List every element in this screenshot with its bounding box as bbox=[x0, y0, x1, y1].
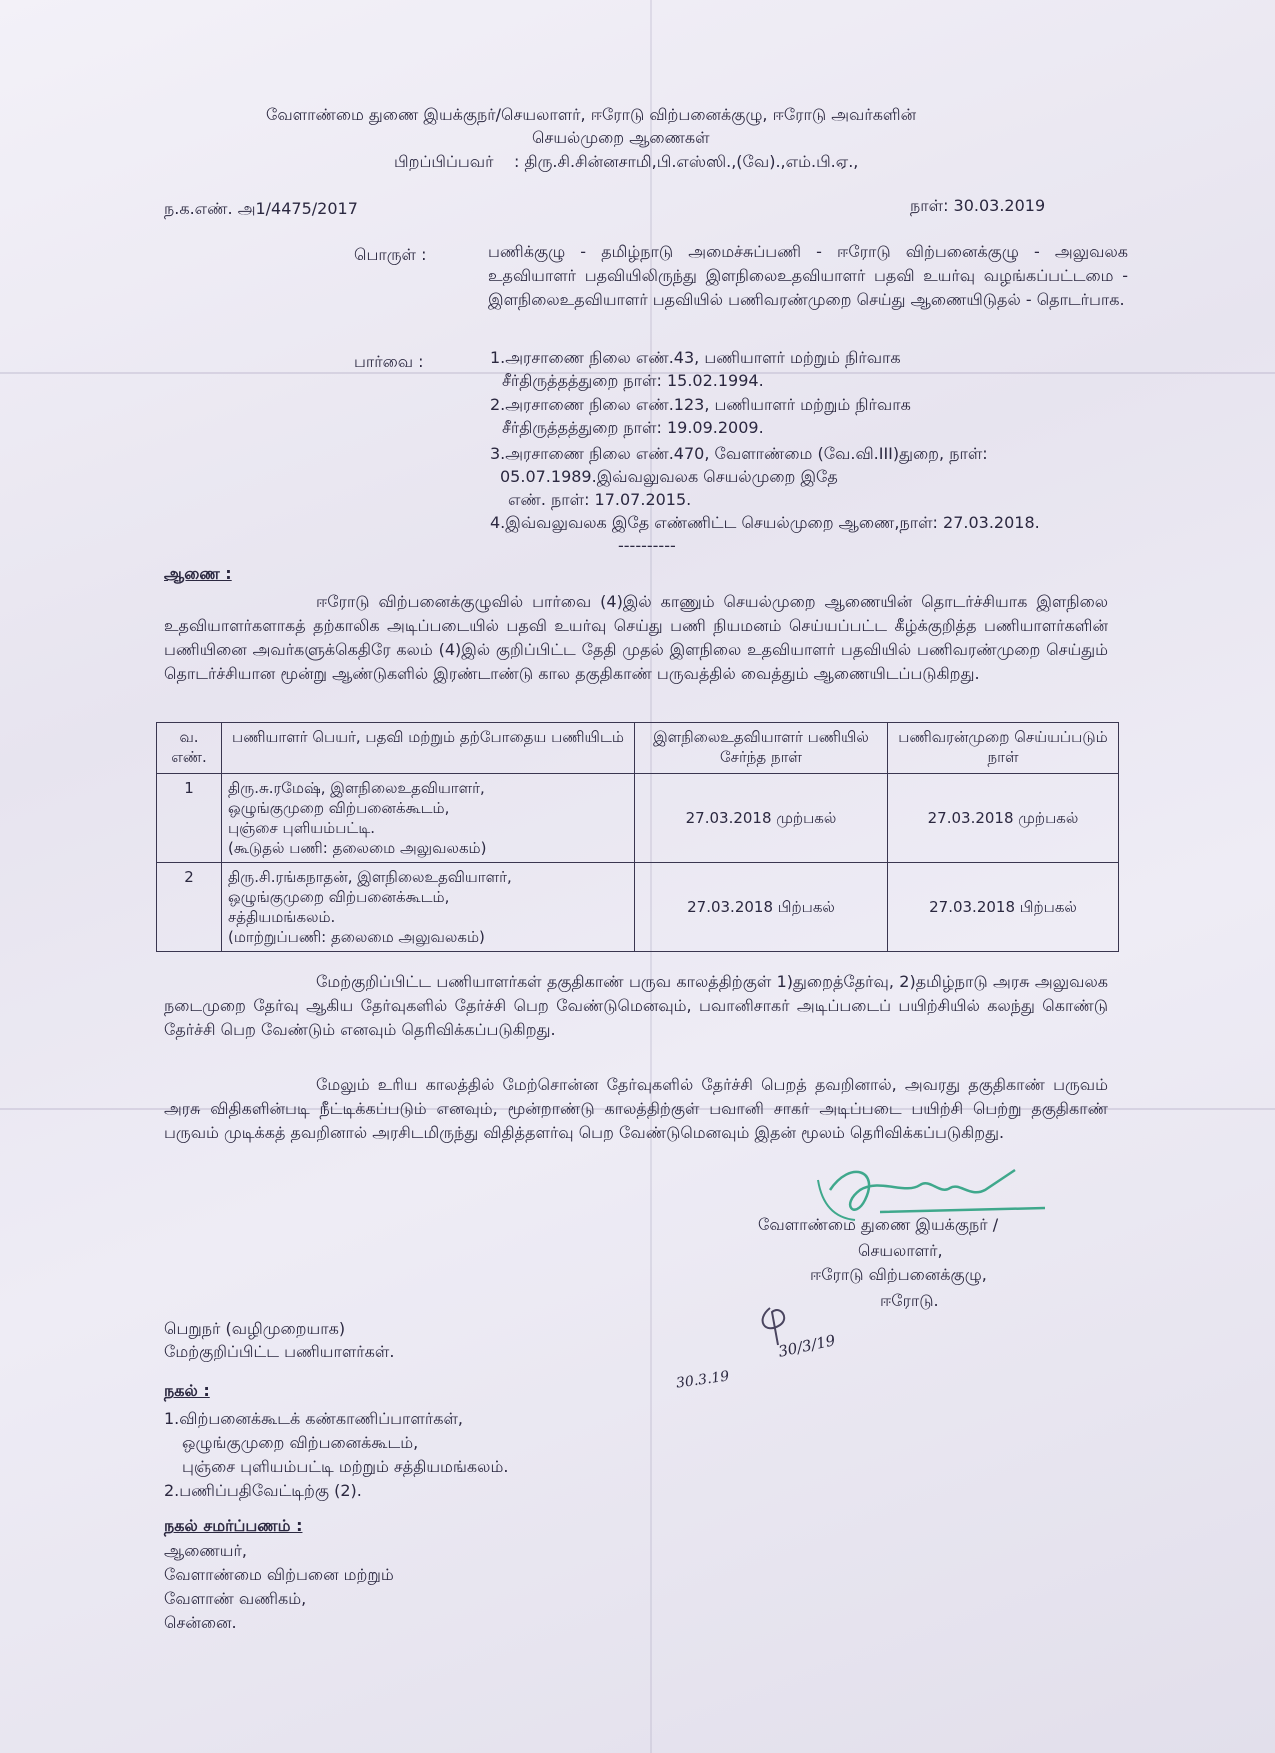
table-row bbox=[157, 774, 1119, 863]
detail-line: திரு.சு.ரமேஷ், இளநிலைஉதவியாளர், bbox=[228, 779, 485, 797]
order-date: நாள்: 30.03.2019 bbox=[910, 196, 1046, 215]
signatory-line: செயலாளர், bbox=[858, 1241, 943, 1260]
row-regularised-date: 27.03.2018 முற்பகல் bbox=[888, 774, 1119, 863]
detail-line: (கூடுதல் பணி: தலைமை அலுவலகம்) bbox=[228, 839, 487, 857]
scribble-date: 30.3.19 bbox=[675, 1368, 731, 1392]
initial-date: 30/3/19 bbox=[776, 1331, 837, 1361]
copy-heading: நகல் : bbox=[164, 1381, 210, 1400]
reference-number: ந.க.எண். அ1/4475/2017 bbox=[164, 199, 358, 218]
table-header-no: வ. எண். bbox=[157, 723, 222, 774]
detail-line: ஒழுங்குமுறை விற்பனைக்கூடம், bbox=[228, 799, 450, 817]
issuer-label: பிறப்பிப்பவர் bbox=[394, 152, 494, 171]
reference-item: 4.இவ்வலுவலக இதே எண்ணிட்ட செயல்முறை ஆணை,நாள்: 27.03.2018. bbox=[490, 513, 1040, 532]
table-row bbox=[157, 863, 1119, 952]
reference-item: சீர்திருத்தத்துறை நாள்: 19.09.2009. bbox=[502, 418, 764, 437]
signatory-line: ஈரோடு விற்பனைக்குழு, bbox=[810, 1265, 987, 1284]
table-header-regularised: பணிவரன்முறை செய்யப்படும் நாள் bbox=[888, 723, 1119, 774]
row-number: 1 bbox=[157, 774, 222, 863]
table-header-name: பணியாளர் பெயர், பதவி மற்றும் தற்போதைய பணியிடம் bbox=[222, 723, 635, 774]
subject-text: பணிக்குழு - தமிழ்நாடு அமைச்சுப்பணி - ஈரோடு விற்பனைக்குழு - அலுவலக உதவியாளர் பதவியிலிருந்து இளநிலைஉதவியாளர் பதவி உயர்வு வழங்கப்பட்டமை - இளநிலைஉதவியாளர் பதவியில் பணிவரண்முறை செய்து ஆணையிடுதல் - தொடர்பாக. bbox=[488, 242, 1128, 309]
recipient-name: மேற்குறிப்பிட்ட பணியாளர்கள். bbox=[164, 1342, 395, 1361]
copy-line: 1.விற்பனைக்கூடக் கண்காணிப்பாளர்கள், bbox=[164, 1409, 463, 1428]
detail-line: சத்தியமங்கலம். bbox=[228, 908, 336, 926]
copy-line: 2.பணிப்பதிவேட்டிற்கு (2). bbox=[164, 1481, 362, 1500]
row-details bbox=[222, 863, 635, 952]
detail-line: (மாற்றுப்பணி: தலைமை அலுவலகம்) bbox=[228, 928, 485, 946]
header-line1: வேளாண்மை துணை இயக்குநர்/செயலாளர், ஈரோடு விற்பனைக்குழு, ஈரோடு அவர்களின் bbox=[266, 105, 917, 124]
row-joined-date: 27.03.2018 பிற்பகல் bbox=[635, 863, 888, 952]
detail-line: திரு.சி.ரங்கநாதன், இளநிலைஉதவியாளர், bbox=[228, 868, 512, 886]
copy-submitted-line: சென்னை. bbox=[164, 1613, 237, 1632]
reference-item: 2.அரசாணை நிலை எண்.123, பணியாளர் மற்றும் நிர்வாக bbox=[490, 395, 911, 414]
copy-submitted-line: ஆணையர், bbox=[164, 1541, 247, 1560]
exam-paragraph: மேற்குறிப்பிட்ட பணியாளர்கள் தகுதிகாண் பருவ காலத்திற்குள் 1)துறைத்தேர்வு, 2)தமிழ்நாடு அரசு அலுவலக நடைமுறை தேர்வு ஆகிய தேர்வுகளில் தேர்ச்சி பெற வேண்டுமெனவும், பவானிசாகர் அடிப்படைப் பயிற்சியில் கலந்து கொண்டு தேர்ச்சி பெற வேண்டும் எனவும் தெரிவிக்கப்படுகிறது. bbox=[164, 972, 1108, 1039]
staff-table bbox=[156, 722, 1119, 952]
subject-label: பொருள் : bbox=[354, 245, 427, 264]
references-label: பார்வை : bbox=[354, 352, 424, 371]
probation-paragraph: மேலும் உரிய காலத்தில் மேற்சொன்ன தேர்வுகளில் தேர்ச்சி பெறத் தவறினால், அவரது தகுதிகாண் பருவம் அரசு விதிகளின்படி நீட்டிக்கப்படும் எனவும், மூன்றாண்டு காலத்திற்குள் பவானி சாகர் அடிப்படை பயிற்சி பெற்று தகுதிகாண் பருவம் முடிக்கத் தவறினால் அரசிடமிருந்து விதித்தளர்வு பெற வேண்டுமெனவும் இதன் மூலம் தெரிவிக்கப்படுகிறது. bbox=[164, 1075, 1108, 1142]
copy-line: புஞ்சை புளியம்பட்டி மற்றும் சத்தியமங்கலம். bbox=[182, 1457, 509, 1476]
signatory-line: ஈரோடு. bbox=[880, 1291, 939, 1310]
table-header-joined: இளநிலைஉதவியாளர் பணியில் சேர்ந்த நாள் bbox=[635, 723, 888, 774]
copy-submitted-line: வேளாண் வணிகம், bbox=[164, 1589, 307, 1608]
references-divider: ---------- bbox=[618, 536, 676, 555]
recipient-label: பெறுநர் (வழிமுறையாக) bbox=[164, 1319, 346, 1338]
order-paragraph: ஈரோடு விற்பனைக்குழுவில் பார்வை (4)இல் காணும் செயல்முறை ஆணையின் தொடர்ச்சியாக இளநிலை உதவியாளர்களாகத் தற்காலிக அடிப்படையில் பதவி உயர்வு செய்து பணி நியமனம் செய்யப்பட்ட கீழ்க்குறித்த பணியாளர்களின் பணியினை அவர்களுக்கெதிரே கலம் (4)இல் குறிப்பிட்ட தேதி முதல் இளநிலை உதவியாளர் பதவியில் பணிவரண்முறை செய்தும் தொடர்ச்சியான மூன்று ஆண்டுகளில் இரண்டாண்டு கால தகுதிகாண் பருவத்தில் வைத்தும் ஆணையிடப்படுகிறது. bbox=[164, 592, 1108, 683]
row-number: 2 bbox=[157, 863, 222, 952]
copy-submitted-line: வேளாண்மை விற்பனை மற்றும் bbox=[164, 1565, 394, 1584]
reference-item: 1.அரசாணை நிலை எண்.43, பணியாளர் மற்றும் நிர்வாக bbox=[490, 348, 901, 367]
row-joined-date: 27.03.2018 முற்பகல் bbox=[635, 774, 888, 863]
reference-item: எண். நாள்: 17.07.2015. bbox=[508, 490, 692, 509]
reference-item: 3.அரசாணை நிலை எண்.470, வேளாண்மை (வே.வி.III)துறை, நாள்: bbox=[490, 444, 988, 463]
detail-line: ஒழுங்குமுறை விற்பனைக்கூடம், bbox=[228, 888, 450, 906]
row-regularised-date: 27.03.2018 பிற்பகல் bbox=[888, 863, 1119, 952]
signatory-line: வேளாண்மை துணை இயக்குநர் / bbox=[758, 1215, 999, 1234]
reference-item: 05.07.1989.இவ்வலுவலக செயல்முறை இதே bbox=[500, 467, 838, 486]
order-heading: ஆணை : bbox=[164, 564, 232, 583]
detail-line: புஞ்சை புளியம்பட்டி. bbox=[228, 819, 376, 837]
header-line2: செயல்முறை ஆணைகள் bbox=[532, 128, 710, 147]
copy-line: ஒழுங்குமுறை விற்பனைக்கூடம், bbox=[182, 1433, 419, 1452]
copy-submitted-heading: நகல் சமர்ப்பணம் : bbox=[164, 1516, 303, 1535]
reference-item: சீர்திருத்தத்துறை நாள்: 15.02.1994. bbox=[502, 371, 764, 390]
issuer-name: : திரு.சி.சின்னசாமி,பி.எஸ்ஸி.,(வே).,எம்.பி.ஏ., bbox=[514, 152, 859, 171]
row-details bbox=[222, 774, 635, 863]
